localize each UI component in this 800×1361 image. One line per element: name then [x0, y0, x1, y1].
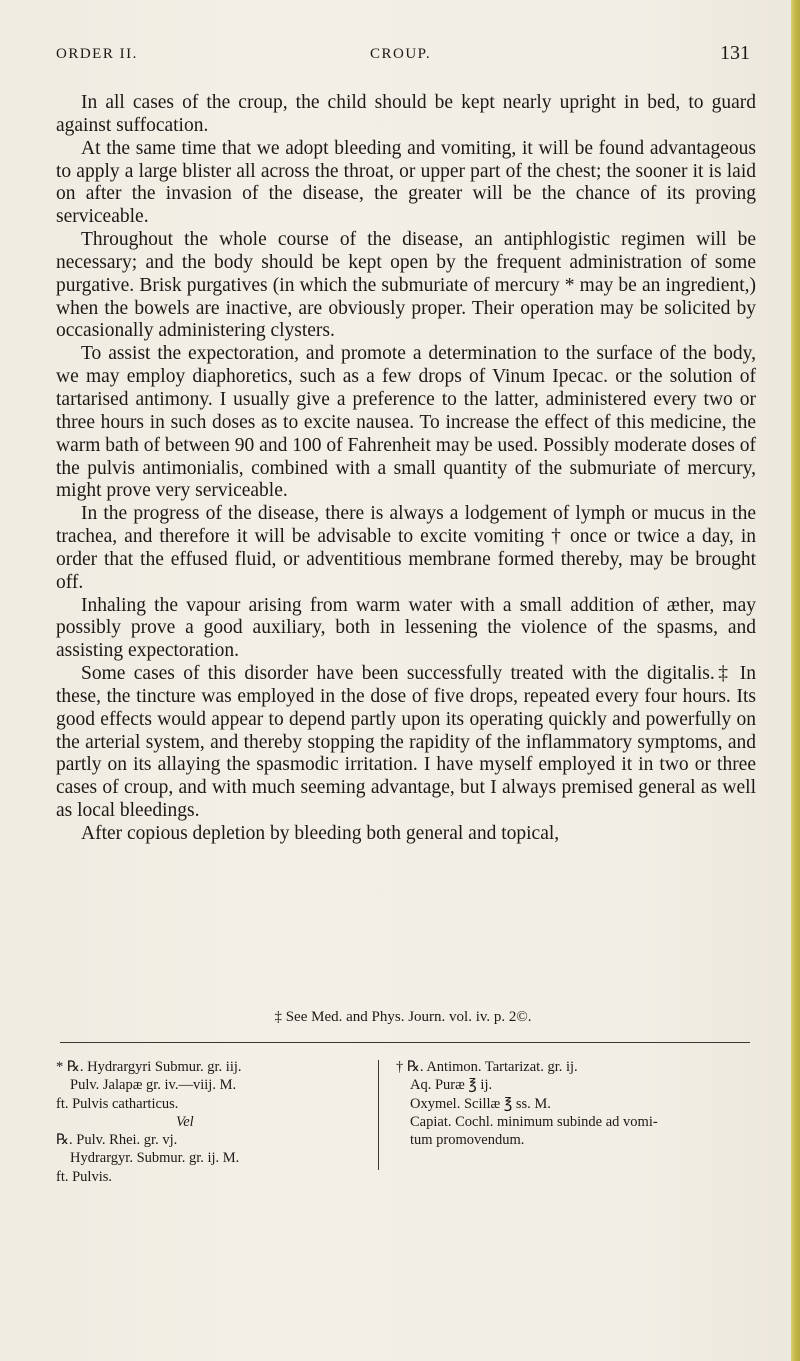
footnote-left-column — [56, 1058, 366, 1186]
footnote-rule — [60, 1042, 750, 1043]
paragraph: Throughout the whole course of the disease, an antiphlogistic regimen will be necessary; and the body should be kept open by the frequent administration of some purgative. Brisk purgatives (in which the submuriate of mercury * may be an ingredient,) when the bowels are inactive, are obviously proper. Their operation may be solicited by occasionally administering clysters. — [56, 229, 756, 342]
footnote-line: ft. Pulvis. — [56, 1168, 112, 1185]
footnote-line: Oxymel. Scillæ ℥ ss. M. — [410, 1095, 551, 1112]
footnote-right-column — [396, 1058, 756, 1149]
footnote-reference: ‡ See Med. and Phys. Journ. vol. iv. p. 2©. — [274, 1009, 532, 1025]
page-number: 131 — [720, 42, 750, 64]
running-head-order: ORDER II. — [56, 46, 138, 62]
footnote-line: Vel — [176, 1113, 194, 1130]
paragraph: Inhaling the vapour arising from warm water with a small addition of æther, may possibly prove a good auxiliary, both in lessening the violence of the spasms, and assisting expectoration. — [56, 594, 756, 662]
running-head — [56, 44, 750, 68]
main-text — [56, 92, 756, 846]
footnote-line: ℞. Pulv. Rhei. gr. vj. — [56, 1132, 178, 1149]
footnote-line: Capiat. Cochl. minimum subinde ad vomi- — [410, 1113, 658, 1130]
footnote-line: tum promovendum. — [410, 1132, 525, 1149]
paragraph: After copious depletion by bleeding both general and topical, — [81, 823, 560, 844]
footnote-line: Aq. Puræ ℥ ij. — [410, 1077, 493, 1094]
footnote-line: ft. Pulvis catharticus. — [56, 1095, 179, 1112]
paragraph: To assist the expectoration, and promote a determination to the surface of the body, we may employ diaphoretics, such as a few drops of Vinum Ipecac. or the solution of tartarised antimony. I usually give a preference to the latter, administered every two or three hours in such doses as to excite nausea. To increase the effect of this medicine, the warm bath of between 90 and 100 of Fahrenheit may be used. Possibly moderate doses of the pulvis antimonialis, combined with a small quantity of the submuriate of mercury, might prove very serviceable. — [56, 343, 756, 502]
paragraph: At the same time that we adopt bleeding and vomiting, it will be found advantageous to apply a large blister all across the throat, or upper part of the chest; the sooner it is laid on after the invasion of the disease, the greater will be the chance of its proving serviceable. — [56, 137, 756, 228]
running-head-title: CROUP. — [370, 46, 432, 62]
paragraph: In all cases of the croup, the child should be kept nearly upright in bed, to guard against suffocation. — [56, 92, 756, 136]
footnote-line: Pulv. Jalapæ gr. iv.—viij. M. — [70, 1077, 237, 1094]
paragraph: In the progress of the disease, there is always a lodgement of lymph or mucus in the trachea, and therefore it will be advisable to excite vomiting † once or twice a day, in order that the effused fluid, or adventitious membrane formed thereby, may be brought off. — [56, 503, 756, 593]
footnote-line: * ℞. Hydrargyri Submur. gr. iij. — [56, 1059, 242, 1075]
footnote-line: † ℞. Antimon. Tartarizat. gr. ij. — [396, 1059, 578, 1075]
paragraph: Some cases of this disorder have been successfully treated with the digitalis.‡ In these, the tincture was employed in the dose of five drops, repeated every four hours. Its good effects would appear to depend partly upon its operating quickly and powerfully on the arterial system, and thereby stopping the rapidity of the inflammatory symptoms, and partly on its allaying the spasmodic irritation. I have myself employed it in two or three cases of croup, and with much seeming advantage, but I always premised general as well as local bleedings. — [56, 663, 756, 822]
column-divider — [378, 1060, 379, 1170]
page-edge — [791, 0, 800, 1361]
footnote-line: Hydrargyr. Submur. gr. ij. M. — [70, 1150, 240, 1167]
